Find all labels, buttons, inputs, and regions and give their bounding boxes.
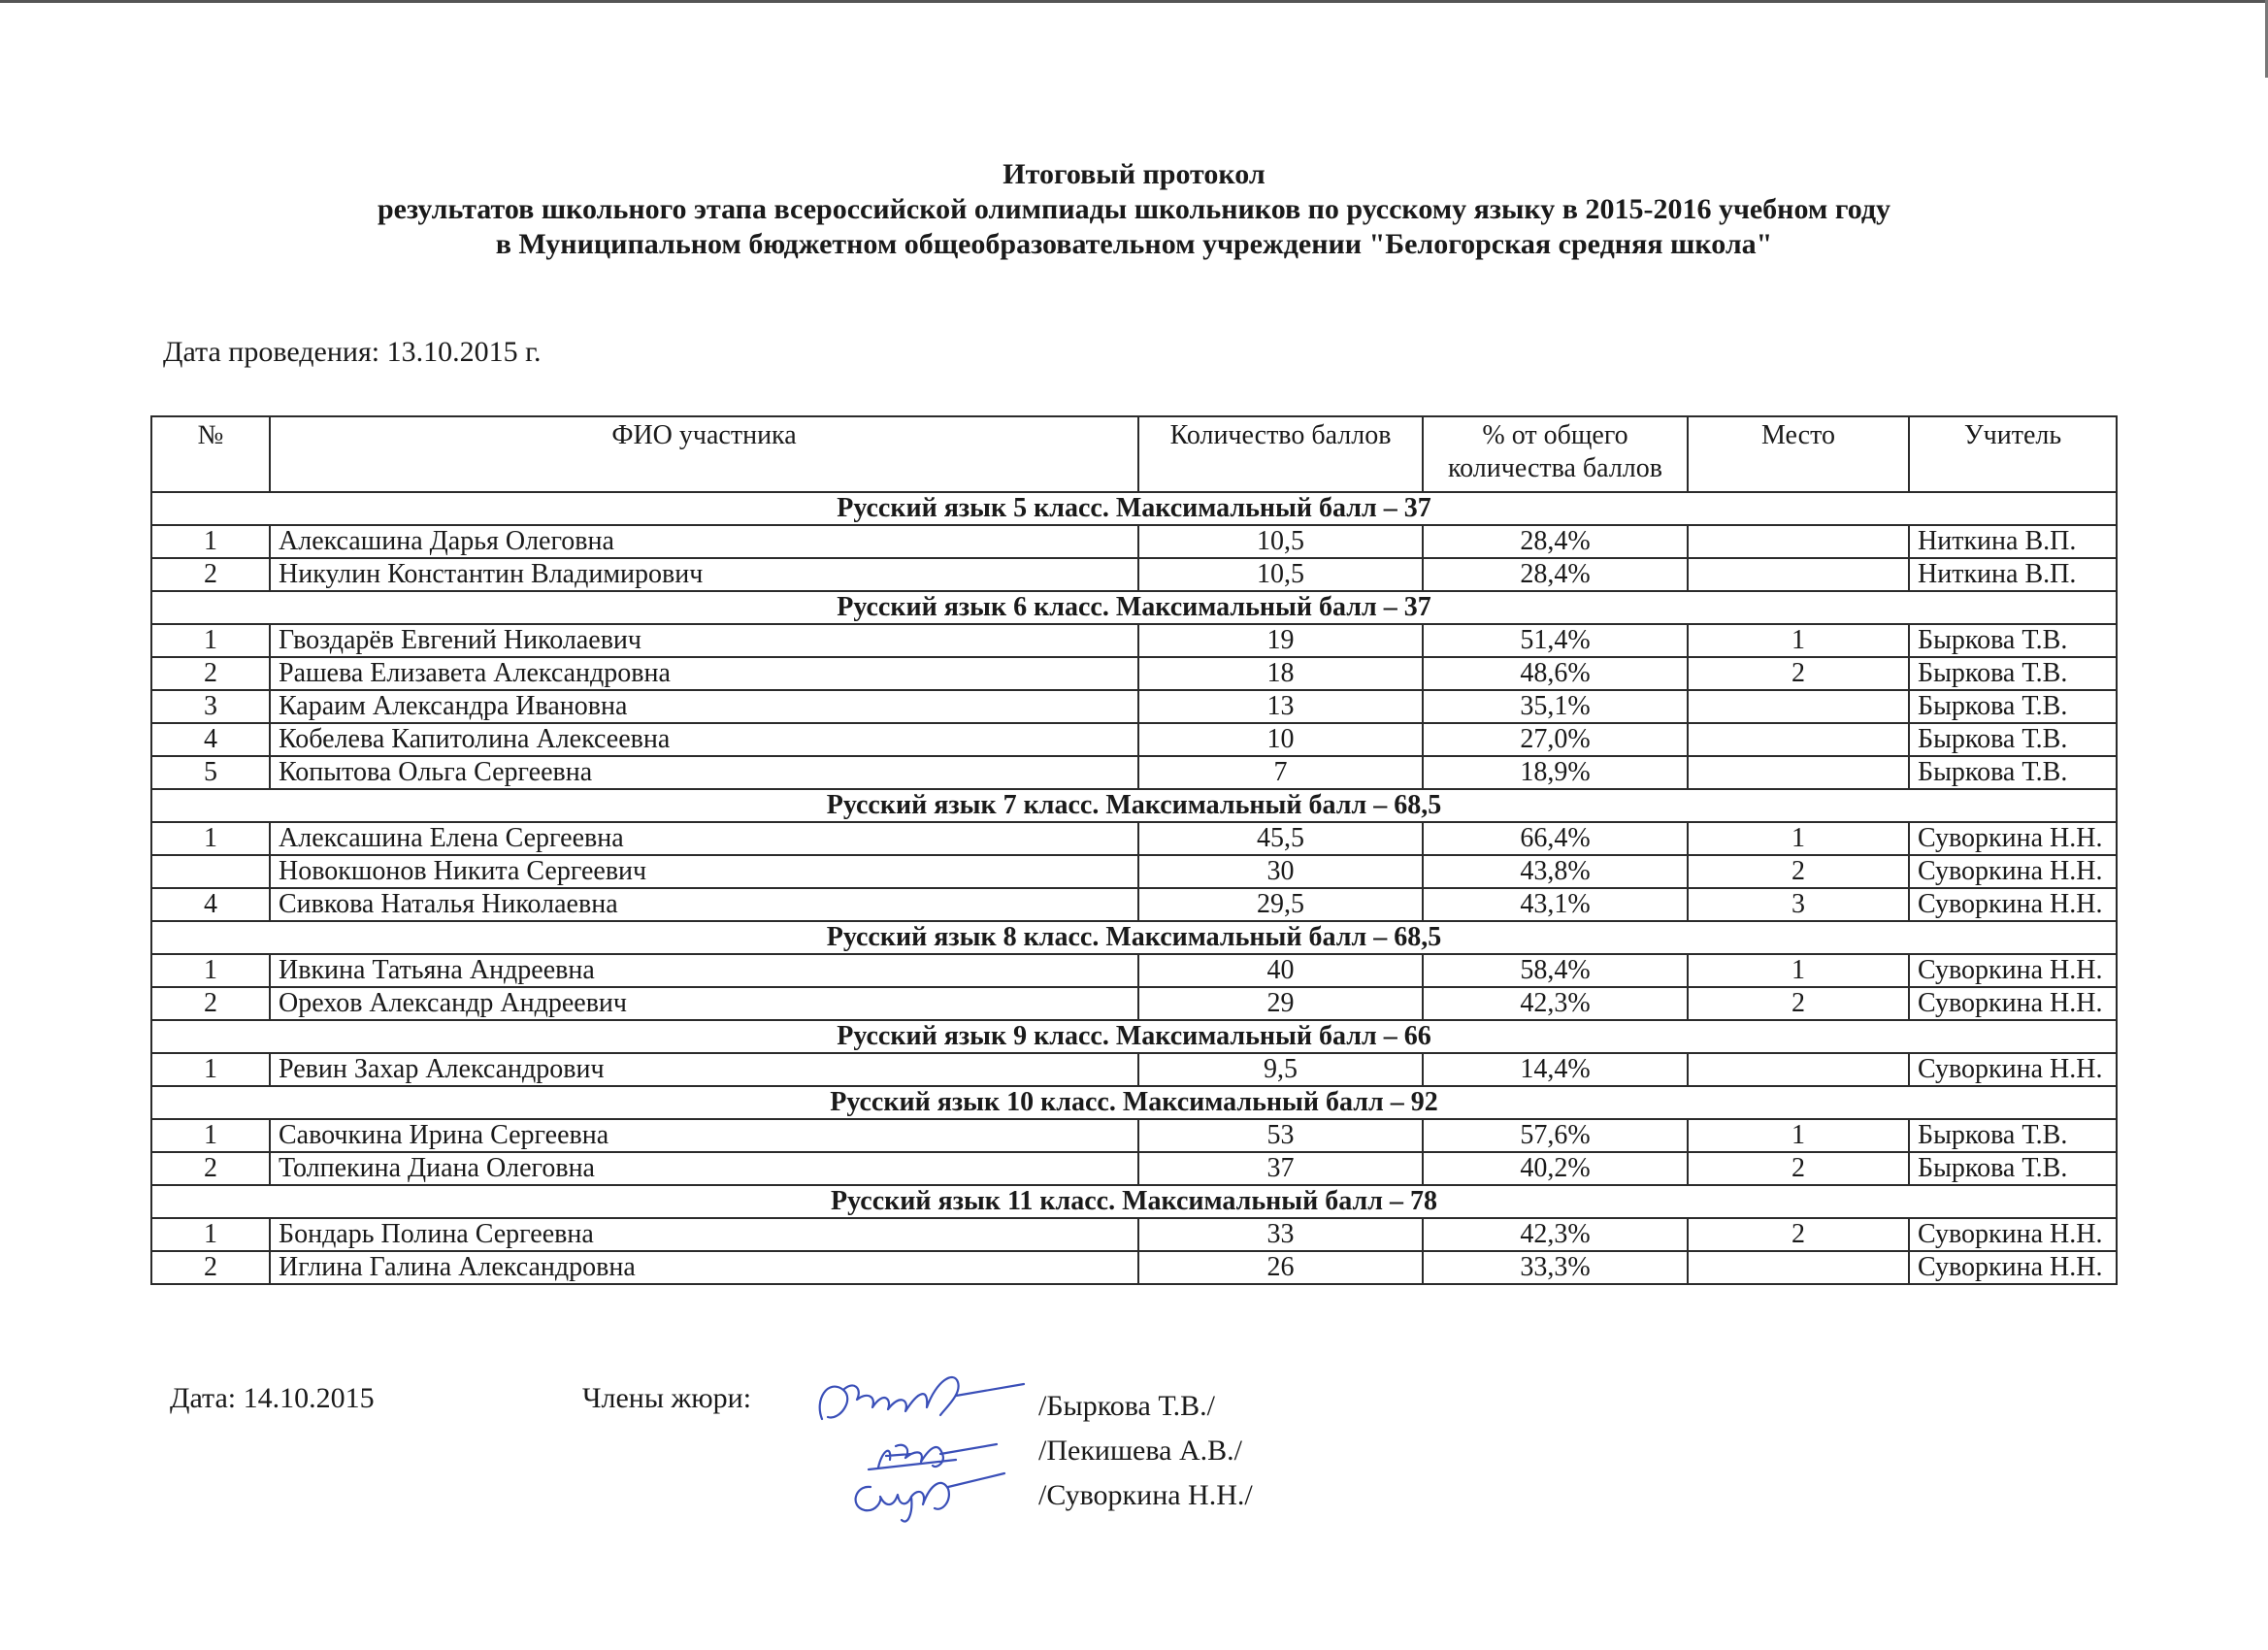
cell-number: 2 (151, 657, 270, 690)
cell-teacher: Ниткина В.П. (1909, 525, 2117, 558)
cell-teacher: Суворкина Н.Н. (1909, 888, 2117, 921)
signature-pekisheva (869, 1444, 997, 1469)
cell-place (1688, 756, 1909, 789)
table-row (151, 690, 2117, 723)
cell-score: 10,5 (1138, 525, 1423, 558)
class-section-row (151, 1020, 2117, 1053)
cell-score: 37 (1138, 1152, 1423, 1185)
cell-score: 7 (1138, 756, 1423, 789)
cell-number: 1 (151, 525, 270, 558)
table-row (151, 987, 2117, 1020)
cell-number: 1 (151, 1053, 270, 1086)
cell-place (1688, 525, 1909, 558)
cell-score: 13 (1138, 690, 1423, 723)
jury-label: Члены жюри: (582, 1382, 752, 1414)
cell-teacher: Быркова Т.В. (1909, 723, 2117, 756)
cell-participant-name: Никулин Константин Владимирович (270, 558, 1138, 591)
table-row (151, 1152, 2117, 1185)
cell-participant-name: Толпекина Диана Олеговна (270, 1152, 1138, 1185)
class-section-row (151, 1185, 2117, 1218)
cell-participant-name: Орехов Александр Андреевич (270, 987, 1138, 1020)
cell-percent: 58,4% (1423, 954, 1688, 987)
cell-number: 2 (151, 987, 270, 1020)
table-row (151, 624, 2117, 657)
cell-number: 2 (151, 1152, 270, 1185)
cell-percent: 14,4% (1423, 1053, 1688, 1086)
table-row (151, 525, 2117, 558)
cell-score: 40 (1138, 954, 1423, 987)
cell-percent: 28,4% (1423, 558, 1688, 591)
cell-score: 29,5 (1138, 888, 1423, 921)
cell-participant-name: Гвоздарёв Евгений Николаевич (270, 624, 1138, 657)
table-row (151, 1251, 2117, 1284)
cell-teacher: Ниткина В.П. (1909, 558, 2117, 591)
cell-participant-name: Ивкина Татьяна Андреевна (270, 954, 1138, 987)
cell-teacher: Быркова Т.В. (1909, 690, 2117, 723)
class-section-title: Русский язык 11 класс. Максимальный балл – 78 (151, 1185, 2117, 1218)
document-title: Итоговый протокол (1003, 158, 1265, 190)
table-row (151, 855, 2117, 888)
cell-score: 29 (1138, 987, 1423, 1020)
column-header-name: ФИО участника (270, 416, 1138, 492)
cell-percent: 35,1% (1423, 690, 1688, 723)
cell-number: 1 (151, 1119, 270, 1152)
cell-number: 2 (151, 1251, 270, 1284)
jury-member: /Пекишева А.В./ (1038, 1435, 1242, 1467)
table-row (151, 657, 2117, 690)
cell-percent: 51,4% (1423, 624, 1688, 657)
class-section-row (151, 921, 2117, 954)
footer-date: Дата: 14.10.2015 (170, 1382, 375, 1414)
cell-place: 1 (1688, 624, 1909, 657)
table-row (151, 822, 2117, 855)
cell-place: 2 (1688, 987, 1909, 1020)
cell-percent: 28,4% (1423, 525, 1688, 558)
cell-teacher: Суворкина Н.Н. (1909, 1053, 2117, 1086)
cell-place (1688, 723, 1909, 756)
column-header-number: № (151, 416, 270, 492)
cell-score: 10 (1138, 723, 1423, 756)
cell-participant-name: Сивкова Наталья Николаевна (270, 888, 1138, 921)
cell-percent: 42,3% (1423, 987, 1688, 1020)
cell-percent: 33,3% (1423, 1251, 1688, 1284)
jury-member: /Суворкина Н.Н./ (1038, 1479, 1253, 1511)
cell-percent: 40,2% (1423, 1152, 1688, 1185)
cell-percent: 27,0% (1423, 723, 1688, 756)
cell-participant-name: Иглина Галина Александровна (270, 1251, 1138, 1284)
cell-number: 3 (151, 690, 270, 723)
table-header-row (151, 416, 2117, 492)
table-body (151, 492, 2117, 1284)
cell-teacher: Суворкина Н.Н. (1909, 855, 2117, 888)
jury-member: /Быркова Т.В./ (1038, 1390, 1216, 1422)
class-section-row (151, 591, 2117, 624)
signature-suvorkina (856, 1473, 1004, 1522)
cell-percent: 66,4% (1423, 822, 1688, 855)
cell-place: 1 (1688, 1119, 1909, 1152)
cell-participant-name: Новокшонов Никита Сергеевич (270, 855, 1138, 888)
cell-place (1688, 1251, 1909, 1284)
table-row (151, 1218, 2117, 1251)
date-held: Дата проведения: 13.10.2015 г. (163, 336, 542, 368)
cell-number: 2 (151, 558, 270, 591)
column-header-place: Место (1688, 416, 1909, 492)
cell-teacher: Суворкина Н.Н. (1909, 987, 2117, 1020)
column-header-score: Количество баллов (1138, 416, 1423, 492)
cell-teacher: Быркова Т.В. (1909, 756, 2117, 789)
cell-teacher: Суворкина Н.Н. (1909, 1218, 2117, 1251)
cell-score: 9,5 (1138, 1053, 1423, 1086)
column-header-teacher: Учитель (1909, 416, 2117, 492)
cell-place: 2 (1688, 657, 1909, 690)
cell-place (1688, 1053, 1909, 1086)
cell-place: 2 (1688, 855, 1909, 888)
cell-teacher: Суворкина Н.Н. (1909, 822, 2117, 855)
table-row (151, 1119, 2117, 1152)
class-section-title: Русский язык 7 класс. Максимальный балл – 68,5 (151, 789, 2117, 822)
cell-place (1688, 558, 1909, 591)
document-subtitle-2: в Муниципальном бюджетном общеобразовательном учреждении "Белогорская средняя школа" (495, 228, 1773, 260)
cell-place: 2 (1688, 1152, 1909, 1185)
cell-place: 2 (1688, 1218, 1909, 1251)
cell-percent: 42,3% (1423, 1218, 1688, 1251)
cell-participant-name: Бондарь Полина Сергеевна (270, 1218, 1138, 1251)
table-row (151, 1053, 2117, 1086)
cell-number: 1 (151, 1218, 270, 1251)
cell-percent: 43,8% (1423, 855, 1688, 888)
class-section-row (151, 1086, 2117, 1119)
cell-participant-name: Копытова Ольга Сергеевна (270, 756, 1138, 789)
cell-participant-name: Рашева Елизавета Александровна (270, 657, 1138, 690)
cell-score: 33 (1138, 1218, 1423, 1251)
class-section-title: Русский язык 6 класс. Максимальный балл – 37 (151, 591, 2117, 624)
cell-score: 26 (1138, 1251, 1423, 1284)
cell-number: 1 (151, 624, 270, 657)
cell-percent: 43,1% (1423, 888, 1688, 921)
cell-number: 1 (151, 822, 270, 855)
cell-percent: 57,6% (1423, 1119, 1688, 1152)
class-section-title: Русский язык 8 класс. Максимальный балл – 68,5 (151, 921, 2117, 954)
class-section-row (151, 492, 2117, 525)
table-row (151, 888, 2117, 921)
jury-signatures (810, 1361, 1038, 1526)
cell-teacher: Быркова Т.В. (1909, 1119, 2117, 1152)
table-row (151, 723, 2117, 756)
cell-number (151, 855, 270, 888)
class-section-title: Русский язык 10 класс. Максимальный балл – 92 (151, 1086, 2117, 1119)
cell-participant-name: Караим Александра Ивановна (270, 690, 1138, 723)
cell-place: 1 (1688, 954, 1909, 987)
cell-number: 1 (151, 954, 270, 987)
cell-place (1688, 690, 1909, 723)
class-section-title: Русский язык 9 класс. Максимальный балл – 66 (151, 1020, 2117, 1053)
jury-members-list (1038, 1384, 1253, 1518)
cell-percent: 48,6% (1423, 657, 1688, 690)
cell-score: 10,5 (1138, 558, 1423, 591)
document-subtitle-1: результатов школьного этапа всероссийской олимпиады школьников по русскому языку в 2015-2016 учебном году (377, 193, 1891, 225)
cell-score: 45,5 (1138, 822, 1423, 855)
table-row (151, 756, 2117, 789)
cell-participant-name: Алексашина Дарья Олеговна (270, 525, 1138, 558)
cell-teacher: Суворкина Н.Н. (1909, 1251, 2117, 1284)
cell-teacher: Суворкина Н.Н. (1909, 954, 2117, 987)
cell-number: 5 (151, 756, 270, 789)
cell-place: 1 (1688, 822, 1909, 855)
class-section-row (151, 789, 2117, 822)
document-header (0, 157, 2268, 262)
cell-teacher: Быркова Т.В. (1909, 624, 2117, 657)
scan-edge-top (0, 0, 2268, 3)
cell-percent: 18,9% (1423, 756, 1688, 789)
column-header-percent: % от общего количества баллов (1423, 416, 1688, 492)
cell-number: 4 (151, 723, 270, 756)
cell-teacher: Быркова Т.В. (1909, 1152, 2117, 1185)
cell-participant-name: Савочкина Ирина Сергеевна (270, 1119, 1138, 1152)
cell-participant-name: Ревин Захар Александрович (270, 1053, 1138, 1086)
cell-place: 3 (1688, 888, 1909, 921)
signature-bykova (820, 1377, 1024, 1419)
table-row (151, 954, 2117, 987)
cell-score: 53 (1138, 1119, 1423, 1152)
cell-score: 18 (1138, 657, 1423, 690)
cell-score: 30 (1138, 855, 1423, 888)
results-table (150, 415, 2118, 1285)
cell-participant-name: Кобелева Капитолина Алексеевна (270, 723, 1138, 756)
cell-number: 4 (151, 888, 270, 921)
table-row (151, 558, 2117, 591)
cell-teacher: Быркова Т.В. (1909, 657, 2117, 690)
cell-participant-name: Алексашина Елена Сергеевна (270, 822, 1138, 855)
class-section-title: Русский язык 5 класс. Максимальный балл – 37 (151, 492, 2117, 525)
cell-score: 19 (1138, 624, 1423, 657)
